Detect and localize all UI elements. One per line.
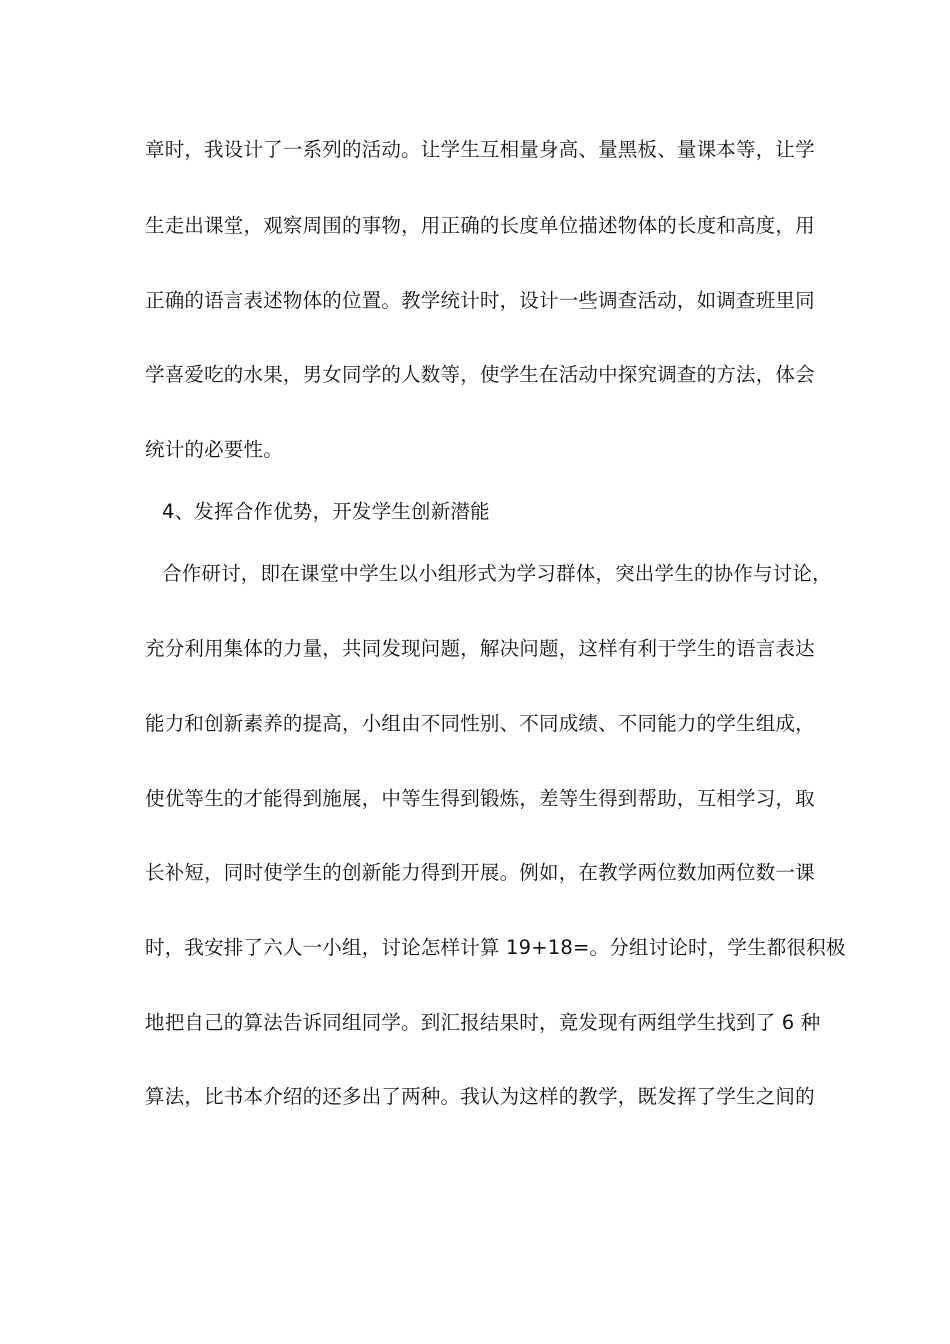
paragraph-line: 充分利用集体的力量，共同发现问题，解决问题，这样有利于学生的语言表达	[145, 637, 815, 660]
paragraph-line: 统计的必要性。	[145, 438, 283, 461]
paragraph-line: 能力和创新素养的提高，小组由不同性别、不同成绩、不同能力的学生组成，	[145, 712, 815, 735]
paragraph-line: 长补短，同时使学生的创新能力得到开展。例如，在教学两位数加两位数一课	[145, 861, 815, 884]
section-heading: 4、发挥合作优势，开发学生创新潜能	[162, 500, 490, 523]
paragraph-line: 正确的语言表述物体的位置。教学统计时，设计一些调查活动，如调查班里同	[145, 289, 815, 312]
paragraph-line: 算法，比书本介绍的还多出了两种。我认为这样的教学，既发挥了学生之间的	[145, 1085, 815, 1108]
paragraph-line: 使优等生的才能得到施展，中等生得到锻炼，差等生得到帮助，互相学习，取	[145, 787, 815, 810]
paragraph-line: 章时，我设计了一系列的活动。让学生互相量身高、量黑板、量课本等，让学	[145, 138, 815, 161]
paragraph-line: 学喜爱吃的水果，男女同学的人数等，使学生在活动中探究调查的方法，体会	[145, 363, 815, 386]
paragraph-line: 时，我安排了六人一小组，讨论怎样计算 19+18=。分组讨论时，学生都很积极	[145, 936, 846, 959]
paragraph-line: 地把自己的算法告诉同组同学。到汇报结果时，竟发现有两组学生找到了 6 种	[145, 1011, 821, 1034]
paragraph-line: 合作研讨，即在课堂中学生以小组形式为学习群体，突出学生的协作与讨论，	[162, 562, 832, 585]
paragraph-line: 生走出课堂，观察周围的事物，用正确的长度单位描述物体的长度和高度，用	[145, 214, 815, 237]
